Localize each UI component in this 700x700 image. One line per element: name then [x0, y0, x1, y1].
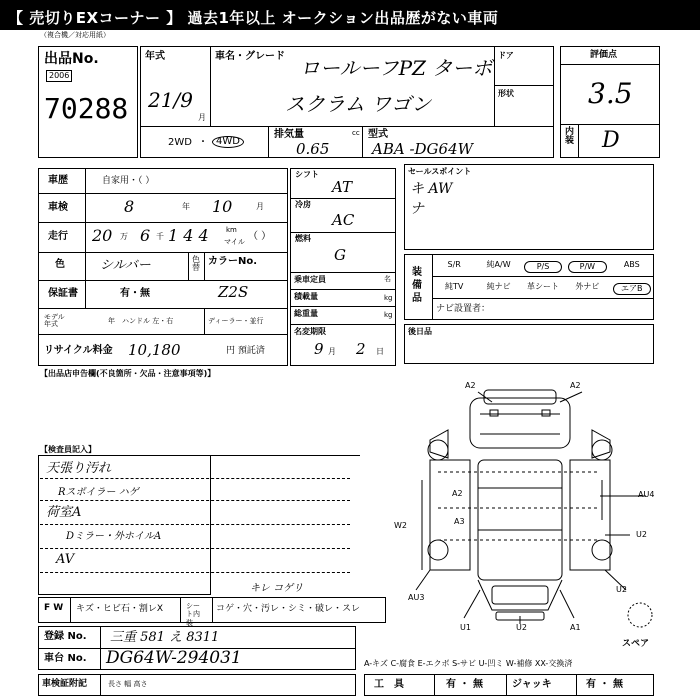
dealer-note-label: 【出品店申告欄(不良箇所・欠品・注意事項等)】 [40, 369, 216, 378]
shape-label: 形状 [498, 89, 514, 98]
score-value: 3.5 [588, 77, 633, 110]
subheader: （複合機／対応用紙） [40, 31, 110, 39]
door-label: ドア [498, 51, 514, 60]
cert-cols: 長さ 幅 高さ [108, 680, 148, 688]
mileage-label: 走行 [48, 231, 68, 242]
equipment-row2-2: 革シート [526, 282, 559, 291]
inspector-box [38, 455, 210, 595]
jack-value: 有 ・ 無 [586, 679, 623, 690]
mark-u2-bottom: U2 [516, 623, 527, 632]
jack-label: ジャッキ [512, 679, 552, 690]
equipment-row2-3: 外ナビ [575, 282, 600, 291]
spare-label: スペア [622, 639, 650, 649]
weight-label: 総重量 [294, 309, 318, 318]
cert-label: 車検証附記 [42, 679, 88, 689]
mileage-sen: 6 [140, 226, 151, 245]
load-unit: kg [384, 294, 393, 302]
fw-label: F W [44, 603, 64, 613]
color-label: 色 [55, 259, 65, 270]
mark-u2-right: U2 [636, 530, 647, 539]
inspector-line-3: 荷室A [46, 505, 82, 520]
inspector-line-4: Dミラー・外ホイルA [66, 531, 162, 542]
deadline-day-unit: 日 [376, 347, 384, 356]
warranty-value: 有・無 [120, 288, 150, 299]
car-diagram [400, 380, 700, 650]
mileage-paren: （ ） [248, 231, 272, 242]
inspection-year: 8 [124, 197, 135, 216]
capacity-unit: 名 [384, 275, 391, 283]
inspection-label: 車検 [48, 202, 68, 213]
seat-label: シート内装 [186, 602, 200, 627]
legend: A-キズ C-腐食 E-エクボ S-サビ U-凹ミ W-補修 XX-交換済 [364, 659, 573, 668]
mark-u1-left: U1 [460, 623, 471, 632]
tools-label: 工 具 [374, 679, 404, 690]
score-label: 評価点 [590, 50, 618, 60]
color-no-label: カラーNo. [208, 256, 258, 267]
mileage-man-unit: 万 [120, 232, 128, 241]
equipment-row1-2: P/S [524, 261, 562, 273]
mark-a3-left: A3 [454, 517, 465, 526]
lot-label: 出品No. [44, 51, 99, 67]
color-no-value: Z2S [218, 283, 249, 301]
banner-text: 【 売切りEXコーナー 】 過去1年以上 オークション出品歴がない車両 [8, 9, 499, 27]
mark-a2-top-left: A2 [465, 381, 476, 390]
chassis-value: DG64W-294031 [106, 648, 242, 668]
equipment-row1-0: S/R [447, 260, 461, 269]
inspection-month-unit: 月 [256, 202, 264, 211]
sales-label: セールスポイント [408, 167, 472, 176]
year-label: 年式 [145, 51, 165, 62]
navi-label: ナビ設置者： [436, 304, 491, 314]
grade-value: ロールーフPZ ターボ [300, 56, 493, 80]
seat-note: キレ コゲリ [250, 583, 304, 594]
inspector-line-1: 天張り汚れ [46, 461, 112, 476]
mile-unit: マイル [224, 238, 245, 246]
mileage-rest: 1 4 4 [168, 226, 209, 245]
equipment-row1-3: P/W [568, 261, 606, 273]
mark-au3: AU3 [408, 593, 425, 602]
remarks-label: 後日品 [408, 327, 432, 336]
drive-2wd: 2WD [168, 137, 192, 148]
drive-4wd: 4WD [212, 136, 244, 148]
tools-value: 有 ・ 無 [446, 679, 483, 690]
equipment-row2-0: 純TV [445, 282, 464, 291]
mileage-man: 20 [92, 226, 113, 245]
capacity-label: 乗車定員 [294, 275, 326, 284]
name-label: 車名・グレード [215, 51, 285, 62]
equipment-label: 装備品 [412, 267, 422, 304]
mileage-sen-unit: 千 [156, 232, 164, 241]
lot-year-tag: 2006 [46, 70, 72, 82]
year-value: 21/9 [148, 88, 193, 112]
color-value: シルバー [100, 258, 151, 273]
deadline-day: 2 [356, 340, 366, 358]
mark-w2: W2 [394, 521, 407, 530]
model-label: 型式 [368, 129, 388, 140]
seat-items: コゲ・穴・汚レ・シミ・破レ・スレ [216, 604, 361, 614]
recycle-label: リサイクル料金 [44, 345, 113, 356]
inspection-month: 10 [212, 197, 233, 216]
sales-line1: キ AW [410, 181, 453, 197]
displacement-value: 0.65 [296, 140, 330, 158]
history-value: 自家用・（ ） [102, 176, 155, 186]
deadline-label: 名変期限 [294, 327, 326, 336]
inspector-label: 【検査員記入】 [40, 445, 96, 454]
equipment-row1-4: ABS [623, 260, 640, 269]
dealer-label: ディーラー・並行 [208, 317, 264, 325]
lot-number: 70288 [44, 92, 129, 125]
fuel-label: 燃料 [295, 234, 311, 243]
warranty-label: 保証書 [48, 288, 78, 299]
inspection-year-unit: 年 [182, 202, 190, 211]
mark-u2-right-low: U2 [616, 585, 627, 594]
inspector-line-5: AV [56, 552, 75, 567]
deadline-month: 9 [314, 340, 324, 358]
weight-unit: kg [384, 311, 393, 319]
load-label: 積載量 [294, 292, 318, 301]
recycle-value: 10,180 [128, 341, 181, 359]
handle-label: ハンドル 左・右 [122, 317, 174, 325]
interior-label: 内装 [565, 127, 575, 146]
sales-line2: ナ [410, 201, 424, 217]
equipment-row2-1: 純ナビ [486, 282, 511, 291]
ac-value: AC [332, 211, 355, 229]
fw-items: キズ・ヒビ石・割レX [76, 604, 163, 614]
model-value: ABA -DG64W [372, 140, 474, 158]
mark-a2-top-right: A2 [570, 381, 581, 390]
year-month-unit: 月 [198, 113, 206, 122]
equipment-row2-4: エアB [613, 283, 651, 295]
interior-score: D [602, 128, 620, 153]
mark-a1: A1 [570, 623, 581, 632]
equipment-row1-1: 純A/W [486, 260, 511, 269]
sales-box [404, 164, 654, 250]
displacement-unit: cc [352, 129, 360, 137]
model-year-label: モデル年式 [44, 313, 65, 328]
model-year-unit: 年 [108, 317, 115, 325]
shift-value: AT [332, 178, 353, 196]
color-change-label: 色替 [192, 255, 200, 272]
mark-a2-left: A2 [452, 489, 463, 498]
ac-label: 冷房 [295, 200, 311, 209]
reg-label: 登録 No. [44, 631, 87, 642]
chassis-label: 車台 No. [44, 653, 87, 664]
deadline-month-unit: 月 [328, 347, 336, 356]
recycle-unit: 円 預託済 [226, 346, 265, 356]
inspector-line-2: Rスポイラー ハゲ [58, 487, 139, 498]
history-box [38, 168, 288, 366]
mark-au4: AU4 [638, 490, 655, 499]
km-unit: km [226, 226, 237, 234]
reg-value: 三重 581 え 8311 [110, 630, 220, 645]
remarks-box [404, 324, 654, 364]
fuel-value: G [334, 246, 346, 264]
vehicle-name: スクラム ワゴン [285, 92, 432, 116]
history-label: 車歴 [48, 175, 68, 186]
shift-label: シフト [295, 170, 319, 179]
displacement-label: 排気量 [274, 129, 304, 140]
